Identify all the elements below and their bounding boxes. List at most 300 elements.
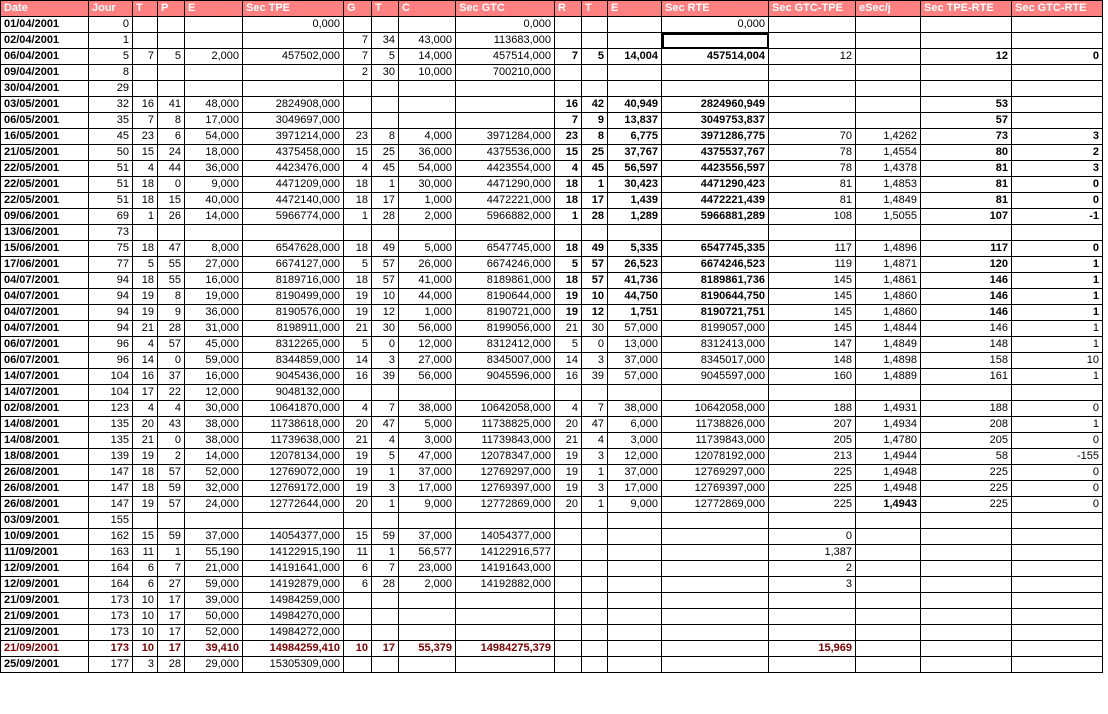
table-cell[interactable]: 3971214,000 <box>243 129 344 145</box>
table-cell[interactable]: 1 <box>582 465 608 481</box>
table-cell[interactable]: 188 <box>769 401 856 417</box>
table-cell[interactable]: 225 <box>769 465 856 481</box>
table-cell[interactable]: 23,000 <box>399 561 456 577</box>
table-cell[interactable]: 12 <box>582 305 608 321</box>
table-cell[interactable]: 57 <box>921 113 1012 129</box>
table-cell[interactable]: 225 <box>921 481 1012 497</box>
table-cell[interactable] <box>921 225 1012 241</box>
table-cell[interactable] <box>185 513 243 529</box>
table-cell[interactable] <box>456 513 555 529</box>
table-cell[interactable] <box>399 385 456 401</box>
table-cell[interactable] <box>158 513 185 529</box>
table-cell[interactable]: 4471209,000 <box>243 177 344 193</box>
table-cell[interactable]: 11738826,000 <box>662 417 769 433</box>
table-cell[interactable]: 18/08/2001 <box>1 449 89 465</box>
table-cell[interactable] <box>185 65 243 81</box>
table-cell[interactable]: 5 <box>158 49 185 65</box>
table-cell[interactable]: 24,000 <box>185 497 243 513</box>
table-cell[interactable]: 17,000 <box>399 481 456 497</box>
table-cell[interactable] <box>555 641 582 657</box>
table-cell[interactable]: 3 <box>372 481 399 497</box>
table-cell[interactable]: 0 <box>582 337 608 353</box>
table-cell[interactable]: 1,4943 <box>856 497 921 513</box>
table-cell[interactable]: 21/09/2001 <box>1 641 89 657</box>
table-cell[interactable] <box>608 513 662 529</box>
table-cell[interactable] <box>243 225 344 241</box>
table-cell[interactable]: 10,000 <box>399 65 456 81</box>
table-cell[interactable]: 4,000 <box>399 129 456 145</box>
table-cell[interactable] <box>1012 33 1103 49</box>
table-cell[interactable]: 06/07/2001 <box>1 353 89 369</box>
table-cell[interactable]: 12769072,000 <box>243 465 344 481</box>
table-cell[interactable]: 30 <box>372 65 399 81</box>
table-cell[interactable] <box>1012 81 1103 97</box>
table-cell[interactable] <box>769 593 856 609</box>
table-cell[interactable]: 139 <box>89 449 133 465</box>
table-cell[interactable]: 9,000 <box>399 497 456 513</box>
table-cell[interactable]: 11739843,000 <box>662 433 769 449</box>
table-cell[interactable] <box>158 33 185 49</box>
table-cell[interactable]: 14/08/2001 <box>1 417 89 433</box>
table-cell[interactable]: 10/09/2001 <box>1 529 89 545</box>
table-cell[interactable]: 173 <box>89 593 133 609</box>
table-cell[interactable] <box>921 17 1012 33</box>
table-cell[interactable]: 9,000 <box>185 177 243 193</box>
table-cell[interactable]: 2824960,949 <box>662 97 769 113</box>
table-cell[interactable]: 57 <box>582 257 608 273</box>
table-cell[interactable]: 14,004 <box>608 49 662 65</box>
table-cell[interactable]: 18 <box>344 273 372 289</box>
table-cell[interactable]: 12/09/2001 <box>1 561 89 577</box>
table-cell[interactable]: 1,751 <box>608 305 662 321</box>
table-cell[interactable]: 225 <box>921 465 1012 481</box>
table-cell[interactable]: 02/08/2001 <box>1 401 89 417</box>
table-cell[interactable]: 1 <box>1012 289 1103 305</box>
table-cell[interactable]: 0 <box>1012 49 1103 65</box>
table-cell[interactable]: 117 <box>769 241 856 257</box>
table-cell[interactable]: 19 <box>133 289 158 305</box>
table-cell[interactable]: 41,000 <box>399 273 456 289</box>
table-cell[interactable]: 5 <box>133 257 158 273</box>
table-cell[interactable] <box>372 81 399 97</box>
table-cell[interactable]: 51 <box>89 177 133 193</box>
table-cell[interactable]: 03/05/2001 <box>1 97 89 113</box>
table-cell[interactable]: 54,000 <box>185 129 243 145</box>
table-cell[interactable]: 164 <box>89 561 133 577</box>
table-cell[interactable] <box>555 545 582 561</box>
table-cell[interactable] <box>921 33 1012 49</box>
table-cell[interactable] <box>608 17 662 33</box>
table-cell[interactable]: 18 <box>133 465 158 481</box>
table-cell[interactable]: 36,000 <box>399 145 456 161</box>
table-cell[interactable]: 6674246,000 <box>456 257 555 273</box>
table-cell[interactable] <box>608 609 662 625</box>
table-cell[interactable]: 161 <box>921 369 1012 385</box>
table-cell[interactable]: 69 <box>89 209 133 225</box>
table-cell[interactable]: 37,000 <box>608 465 662 481</box>
table-cell[interactable]: 14192882,000 <box>456 577 555 593</box>
table-cell[interactable]: 14 <box>555 353 582 369</box>
table-cell[interactable]: 20 <box>555 497 582 513</box>
table-cell[interactable] <box>399 113 456 129</box>
table-cell[interactable]: 02/04/2001 <box>1 33 89 49</box>
table-cell[interactable]: 12769172,000 <box>243 481 344 497</box>
table-cell[interactable]: 21/09/2001 <box>1 593 89 609</box>
table-cell[interactable]: 16 <box>344 369 372 385</box>
table-cell[interactable]: 1 <box>158 545 185 561</box>
table-cell[interactable]: 17 <box>372 641 399 657</box>
table-cell[interactable]: 5 <box>372 49 399 65</box>
table-cell[interactable]: 14/08/2001 <box>1 433 89 449</box>
table-cell[interactable]: 4472140,000 <box>243 193 344 209</box>
table-cell[interactable]: 21 <box>555 321 582 337</box>
table-cell[interactable]: 5,335 <box>608 241 662 257</box>
table-cell[interactable]: 12772869,000 <box>456 497 555 513</box>
table-cell[interactable]: 23 <box>344 129 372 145</box>
table-cell[interactable]: 57 <box>372 273 399 289</box>
table-cell[interactable]: 1,4844 <box>856 321 921 337</box>
table-cell[interactable] <box>344 97 372 113</box>
header-cell-r[interactable]: R <box>555 1 582 17</box>
table-cell[interactable]: 8 <box>372 129 399 145</box>
table-cell[interactable]: 19 <box>555 289 582 305</box>
table-cell[interactable]: 4 <box>555 401 582 417</box>
table-cell[interactable]: 3971286,775 <box>662 129 769 145</box>
table-cell[interactable]: 44,000 <box>399 289 456 305</box>
table-cell[interactable]: 17 <box>133 385 158 401</box>
table-cell[interactable]: 14191641,000 <box>243 561 344 577</box>
table-cell[interactable]: 147 <box>89 497 133 513</box>
table-cell[interactable] <box>608 529 662 545</box>
table-cell[interactable] <box>921 65 1012 81</box>
table-cell[interactable] <box>1012 225 1103 241</box>
table-cell[interactable]: 52,000 <box>185 625 243 641</box>
table-cell[interactable]: 1,4853 <box>856 177 921 193</box>
table-cell[interactable]: 14192879,000 <box>243 577 344 593</box>
table-cell[interactable]: 19 <box>133 305 158 321</box>
table-cell[interactable]: 1 <box>89 33 133 49</box>
table-cell[interactable] <box>1012 641 1103 657</box>
table-cell[interactable]: 4 <box>133 337 158 353</box>
table-cell[interactable]: 8190644,750 <box>662 289 769 305</box>
table-cell[interactable] <box>372 97 399 113</box>
table-cell[interactable]: 3 <box>1012 161 1103 177</box>
table-cell[interactable]: 14,000 <box>185 449 243 465</box>
table-cell[interactable] <box>582 65 608 81</box>
table-cell[interactable]: 1,4860 <box>856 305 921 321</box>
table-cell[interactable]: 81 <box>769 193 856 209</box>
table-cell[interactable] <box>582 657 608 673</box>
table-cell[interactable]: 70 <box>769 129 856 145</box>
table-cell[interactable]: 1,4948 <box>856 481 921 497</box>
table-cell[interactable]: 173 <box>89 625 133 641</box>
table-cell[interactable]: 12 <box>769 49 856 65</box>
table-cell[interactable] <box>456 385 555 401</box>
table-cell[interactable]: 6 <box>158 129 185 145</box>
table-cell[interactable]: 4423556,597 <box>662 161 769 177</box>
header-cell-g[interactable]: G <box>344 1 372 17</box>
table-cell[interactable]: 12078192,000 <box>662 449 769 465</box>
table-cell[interactable]: 18 <box>133 273 158 289</box>
header-cell-date[interactable]: Date <box>1 1 89 17</box>
table-cell[interactable]: 47 <box>582 417 608 433</box>
table-cell[interactable]: 0 <box>1012 433 1103 449</box>
table-cell[interactable]: 12769397,000 <box>662 481 769 497</box>
table-cell[interactable]: 12,000 <box>399 337 456 353</box>
table-cell[interactable]: 10 <box>582 289 608 305</box>
table-cell[interactable]: 8199057,000 <box>662 321 769 337</box>
table-cell[interactable] <box>1012 529 1103 545</box>
table-cell[interactable]: 1,4262 <box>856 129 921 145</box>
table-cell[interactable]: 22/05/2001 <box>1 161 89 177</box>
table-cell[interactable] <box>555 657 582 673</box>
table-cell[interactable]: 22 <box>158 385 185 401</box>
table-cell[interactable]: 113683,000 <box>456 33 555 49</box>
table-cell[interactable] <box>662 561 769 577</box>
table-cell[interactable]: 8345007,000 <box>456 353 555 369</box>
table-cell[interactable]: 1 <box>1012 417 1103 433</box>
table-cell[interactable]: 57,000 <box>608 321 662 337</box>
table-cell[interactable]: 30 <box>582 321 608 337</box>
table-cell[interactable] <box>399 593 456 609</box>
table-cell[interactable] <box>769 65 856 81</box>
table-cell[interactable]: 17 <box>582 193 608 209</box>
table-cell[interactable] <box>344 513 372 529</box>
table-cell[interactable] <box>856 641 921 657</box>
table-cell[interactable]: 1,4554 <box>856 145 921 161</box>
table-cell[interactable]: 6 <box>133 561 158 577</box>
table-cell[interactable]: 1,4948 <box>856 465 921 481</box>
table-cell[interactable]: 1,5055 <box>856 209 921 225</box>
table-cell[interactable] <box>372 609 399 625</box>
table-cell[interactable]: 81 <box>921 177 1012 193</box>
table-cell[interactable]: 5,000 <box>399 241 456 257</box>
table-cell[interactable]: 44,750 <box>608 289 662 305</box>
table-cell[interactable]: 145 <box>769 305 856 321</box>
table-cell[interactable] <box>608 561 662 577</box>
table-cell[interactable] <box>662 513 769 529</box>
table-cell[interactable]: 38,000 <box>185 433 243 449</box>
table-cell[interactable]: 37 <box>158 369 185 385</box>
table-cell[interactable] <box>456 225 555 241</box>
table-cell[interactable]: 3971284,000 <box>456 129 555 145</box>
table-cell[interactable]: 8190576,000 <box>243 305 344 321</box>
table-cell[interactable]: 43,000 <box>399 33 456 49</box>
table-cell[interactable]: 8190644,000 <box>456 289 555 305</box>
table-cell[interactable] <box>372 593 399 609</box>
header-cell-jour[interactable]: Jour <box>89 1 133 17</box>
table-cell[interactable] <box>582 385 608 401</box>
table-cell[interactable]: 0,000 <box>243 17 344 33</box>
table-cell[interactable]: 48,000 <box>185 97 243 113</box>
table-cell[interactable] <box>582 225 608 241</box>
table-cell[interactable] <box>921 593 1012 609</box>
table-cell[interactable]: 12769397,000 <box>456 481 555 497</box>
table-cell[interactable]: 12078347,000 <box>456 449 555 465</box>
table-cell[interactable] <box>921 641 1012 657</box>
table-cell[interactable] <box>344 625 372 641</box>
table-cell[interactable]: 17,000 <box>608 481 662 497</box>
table-cell[interactable]: 37,000 <box>399 529 456 545</box>
table-cell[interactable] <box>344 609 372 625</box>
header-cell-t[interactable]: T <box>133 1 158 17</box>
table-cell[interactable] <box>856 625 921 641</box>
table-cell[interactable]: 10 <box>344 641 372 657</box>
table-cell[interactable]: 4375537,767 <box>662 145 769 161</box>
table-cell[interactable]: 0 <box>1012 465 1103 481</box>
table-cell[interactable] <box>856 97 921 113</box>
table-cell[interactable]: 37,000 <box>608 353 662 369</box>
table-cell[interactable]: 49 <box>582 241 608 257</box>
header-cell-t2[interactable]: T <box>372 1 399 17</box>
table-cell[interactable]: 2 <box>1012 145 1103 161</box>
table-cell[interactable]: 1 <box>372 545 399 561</box>
table-cell[interactable]: 2 <box>344 65 372 81</box>
table-cell[interactable]: 3049697,000 <box>243 113 344 129</box>
table-cell[interactable] <box>921 385 1012 401</box>
table-cell[interactable]: 57 <box>158 337 185 353</box>
table-cell[interactable]: 9045436,000 <box>243 369 344 385</box>
table-cell[interactable]: 1,289 <box>608 209 662 225</box>
table-cell[interactable]: 18 <box>133 241 158 257</box>
table-cell[interactable]: 205 <box>769 433 856 449</box>
table-cell[interactable]: 55 <box>158 257 185 273</box>
table-cell[interactable]: 0 <box>89 17 133 33</box>
table-cell[interactable] <box>243 33 344 49</box>
table-cell[interactable]: 7 <box>582 401 608 417</box>
table-cell[interactable]: 18 <box>133 177 158 193</box>
table-cell[interactable]: 27,000 <box>399 353 456 369</box>
table-cell[interactable]: 8199056,000 <box>456 321 555 337</box>
table-cell[interactable]: 0,000 <box>662 17 769 33</box>
table-cell[interactable] <box>921 609 1012 625</box>
table-cell[interactable] <box>1012 17 1103 33</box>
table-cell[interactable]: 25/09/2001 <box>1 657 89 673</box>
table-cell[interactable]: 145 <box>769 289 856 305</box>
table-cell[interactable] <box>456 657 555 673</box>
table-cell[interactable]: 119 <box>769 257 856 273</box>
table-cell[interactable]: 8 <box>158 113 185 129</box>
table-cell[interactable]: 1,439 <box>608 193 662 209</box>
table-cell[interactable]: 18 <box>555 241 582 257</box>
table-cell[interactable] <box>372 625 399 641</box>
table-cell[interactable]: 205 <box>921 433 1012 449</box>
table-cell[interactable]: 108 <box>769 209 856 225</box>
table-cell[interactable] <box>399 225 456 241</box>
table-cell[interactable]: 39 <box>582 369 608 385</box>
table-cell[interactable]: 15 <box>344 529 372 545</box>
table-cell[interactable]: 147 <box>769 337 856 353</box>
table-cell[interactable]: 2824908,000 <box>243 97 344 113</box>
header-cell-t3[interactable]: T <box>582 1 608 17</box>
table-cell[interactable]: 5,000 <box>399 417 456 433</box>
table-cell[interactable] <box>185 33 243 49</box>
table-cell[interactable] <box>158 225 185 241</box>
table-cell[interactable]: 16,000 <box>185 369 243 385</box>
table-cell[interactable] <box>662 641 769 657</box>
table-cell[interactable] <box>608 33 662 49</box>
table-cell[interactable]: 19 <box>555 481 582 497</box>
table-cell[interactable]: 19 <box>555 305 582 321</box>
table-cell[interactable]: 3 <box>1012 129 1103 145</box>
table-cell[interactable] <box>582 609 608 625</box>
table-cell[interactable] <box>1012 385 1103 401</box>
table-cell[interactable]: 57 <box>582 273 608 289</box>
table-cell[interactable] <box>555 81 582 97</box>
table-cell[interactable]: 26/08/2001 <box>1 465 89 481</box>
table-cell[interactable]: 8312412,000 <box>456 337 555 353</box>
table-cell[interactable]: 21/09/2001 <box>1 609 89 625</box>
table-cell[interactable]: 1,4944 <box>856 449 921 465</box>
table-cell[interactable] <box>344 113 372 129</box>
table-cell[interactable] <box>608 657 662 673</box>
table-cell[interactable]: 78 <box>769 145 856 161</box>
table-cell[interactable]: 59,000 <box>185 353 243 369</box>
table-cell[interactable]: 4 <box>344 401 372 417</box>
table-cell[interactable]: 0 <box>372 337 399 353</box>
table-cell[interactable]: 146 <box>921 273 1012 289</box>
table-cell[interactable]: 10 <box>133 625 158 641</box>
table-cell[interactable]: 0 <box>1012 481 1103 497</box>
table-cell[interactable]: 2,000 <box>185 49 243 65</box>
table-cell[interactable]: 0 <box>769 529 856 545</box>
table-cell[interactable] <box>1012 561 1103 577</box>
table-cell[interactable] <box>456 113 555 129</box>
table-cell[interactable]: 16/05/2001 <box>1 129 89 145</box>
table-cell[interactable]: 19 <box>344 481 372 497</box>
table-cell[interactable]: 107 <box>921 209 1012 225</box>
table-cell[interactable]: 11 <box>344 545 372 561</box>
table-cell[interactable] <box>456 609 555 625</box>
table-cell[interactable]: 5 <box>372 449 399 465</box>
table-cell[interactable]: 38,000 <box>399 401 456 417</box>
table-cell[interactable] <box>769 81 856 97</box>
table-cell[interactable]: 160 <box>769 369 856 385</box>
table-cell[interactable]: 11738825,000 <box>456 417 555 433</box>
table-cell[interactable]: 6 <box>133 577 158 593</box>
table-cell[interactable] <box>582 561 608 577</box>
table-cell[interactable]: 4375536,000 <box>456 145 555 161</box>
header-cell-esec-j[interactable]: eSec/j <box>856 1 921 17</box>
table-cell[interactable] <box>399 657 456 673</box>
table-cell[interactable]: 14122916,577 <box>456 545 555 561</box>
table-cell[interactable]: 9,000 <box>608 497 662 513</box>
table-cell[interactable]: 9048132,000 <box>243 385 344 401</box>
table-cell[interactable] <box>769 385 856 401</box>
table-cell[interactable]: 7 <box>372 561 399 577</box>
table-cell[interactable]: 47 <box>158 241 185 257</box>
table-cell[interactable]: 28 <box>372 577 399 593</box>
table-cell[interactable]: 26/08/2001 <box>1 497 89 513</box>
table-cell[interactable] <box>243 513 344 529</box>
table-cell[interactable]: 81 <box>921 161 1012 177</box>
table-cell[interactable]: 14984259,000 <box>243 593 344 609</box>
table-cell[interactable]: 10 <box>133 641 158 657</box>
table-cell[interactable] <box>856 593 921 609</box>
table-cell[interactable]: 57 <box>372 257 399 273</box>
table-cell[interactable]: 4 <box>158 401 185 417</box>
table-cell[interactable] <box>158 17 185 33</box>
table-cell[interactable]: 37,000 <box>185 529 243 545</box>
table-cell[interactable]: 163 <box>89 545 133 561</box>
table-cell[interactable]: 06/04/2001 <box>1 49 89 65</box>
table-cell[interactable] <box>555 593 582 609</box>
table-cell[interactable] <box>243 65 344 81</box>
table-cell[interactable]: 34 <box>372 33 399 49</box>
table-cell[interactable]: 51 <box>89 161 133 177</box>
table-cell[interactable]: 27,000 <box>185 257 243 273</box>
table-cell[interactable]: 8198911,000 <box>243 321 344 337</box>
